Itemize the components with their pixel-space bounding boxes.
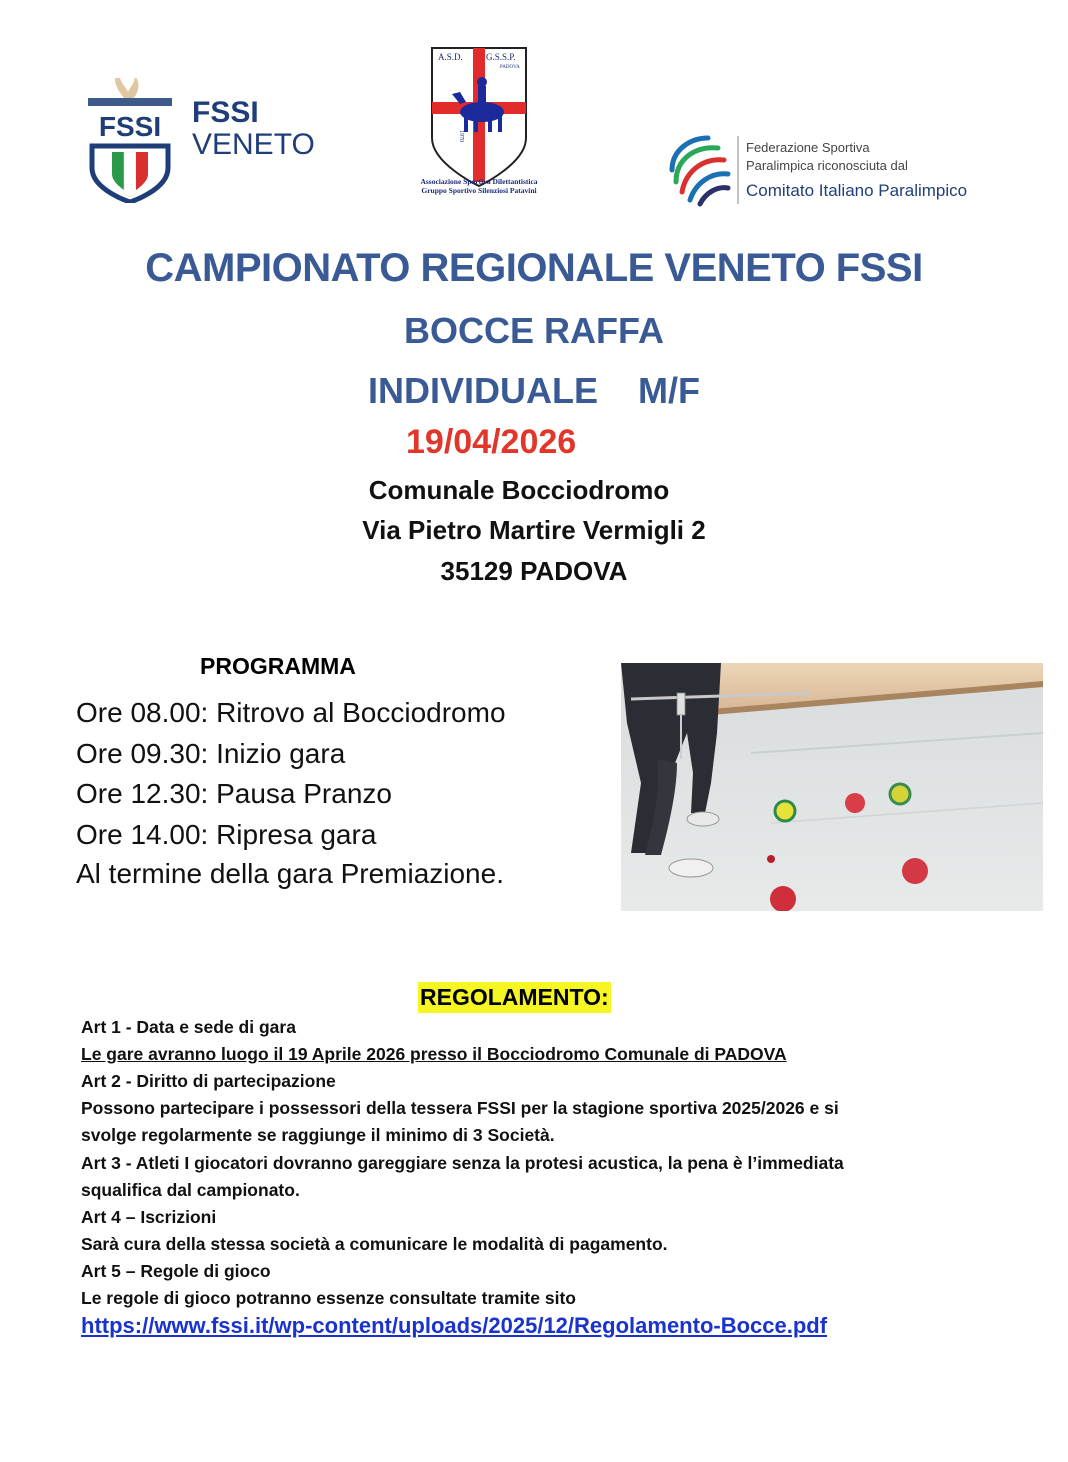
art1-title: Art 1 - Data e sede di gara [81, 1017, 296, 1037]
svg-text:Comitato Italiano Paralimpico: Comitato Italiano Paralimpico [746, 181, 968, 200]
svg-text:G.S.S.P.: G.S.S.P. [486, 52, 516, 62]
programma-item: Al termine della gara Premiazione. [76, 858, 504, 889]
category-type: INDIVIDUALE [368, 370, 599, 411]
art4-text: Sarà cura della stessa società a comunicare le modalità di pagamento. [81, 1234, 668, 1254]
fssi-veneto-logo [84, 78, 334, 203]
art2-title: Art 2 - Diritto di partecipazione [81, 1071, 336, 1091]
svg-text:Federazione Sportiva: Federazione Sportiva [746, 140, 870, 155]
svg-text:1970: 1970 [458, 130, 464, 142]
svg-text:FSSI: FSSI [192, 96, 259, 129]
programma-title: PROGRAMMA [200, 653, 356, 679]
category-gender: M/F [638, 370, 700, 411]
svg-text:VENETO: VENETO [192, 128, 315, 161]
art5-text: Le regole di gioco potranno essenze consultate tramite sito [81, 1288, 576, 1308]
art2-text-cont: svolge regolarmente se raggiunge il minimo di 3 Società. [81, 1125, 555, 1145]
art4-title: Art 4 – Iscrizioni [81, 1207, 217, 1227]
venue-city: 35129 PADOVA [440, 556, 628, 586]
svg-text:A.S.D.: A.S.D. [438, 52, 463, 62]
art3 [81, 1153, 844, 1174]
art3-text-cont: squalifica dal campionato. [81, 1180, 300, 1200]
gssp-padova-logo [394, 46, 564, 206]
art5-title: Art 5 – Regole di gioco [81, 1261, 271, 1281]
programma-item: Ore 08.00: Ritrovo al Bocciodromo [76, 697, 506, 728]
regolamento-link[interactable]: https://www.fssi.it/wp-content/uploads/2025/12/Regolamento-Bocce.pdf [81, 1313, 828, 1338]
art2-text: Possono partecipare i possessori della tessera FSSI per la stagione sportiva 2025/2026 e si [81, 1098, 839, 1118]
programma-item: Ore 09.30: Inizio gara [76, 738, 346, 769]
svg-text:Paralimpica riconosciuta dal: Paralimpica riconosciuta dal [746, 158, 908, 173]
svg-text:PADOVA: PADOVA [500, 65, 520, 70]
programma-item: Ore 14.00: Ripresa gara [76, 819, 377, 850]
event-title: CAMPIONATO REGIONALE VENETO FSSI [145, 246, 923, 290]
cip-logo [662, 130, 972, 210]
venue-name: Comunale Bocciodromo [368, 475, 670, 505]
regolamento-title: REGOLAMENTO: [418, 982, 611, 1013]
art3-text: Atleti I giocatori dovranno gareggiare senza la protesi acustica, la pena è l’immediata [135, 1153, 844, 1173]
svg-text:Gruppo Sportivo Silenziosi Pat: Gruppo Sportivo Silenziosi Patavini [421, 186, 537, 195]
svg-text:FSSI: FSSI [98, 111, 162, 142]
art3-label: Art 3 - [81, 1153, 132, 1173]
art1-text: Le gare avranno luogo il 19 Aprile 2026 presso il Bocciodromo Comunale di PADOVA [81, 1044, 787, 1064]
bocce-photo [621, 663, 1043, 911]
venue-street: Via Pietro Martire Vermigli 2 [362, 515, 706, 545]
svg-text:Associazione Sportiva Dilettan: Associazione Sportiva Dilettantistica [420, 177, 538, 186]
category [0, 370, 1068, 412]
event-date: 19/04/2026 [406, 423, 577, 461]
programma-item: Ore 12.30: Pausa Pranzo [76, 778, 392, 809]
discipline: BOCCE RAFFA [404, 310, 664, 351]
